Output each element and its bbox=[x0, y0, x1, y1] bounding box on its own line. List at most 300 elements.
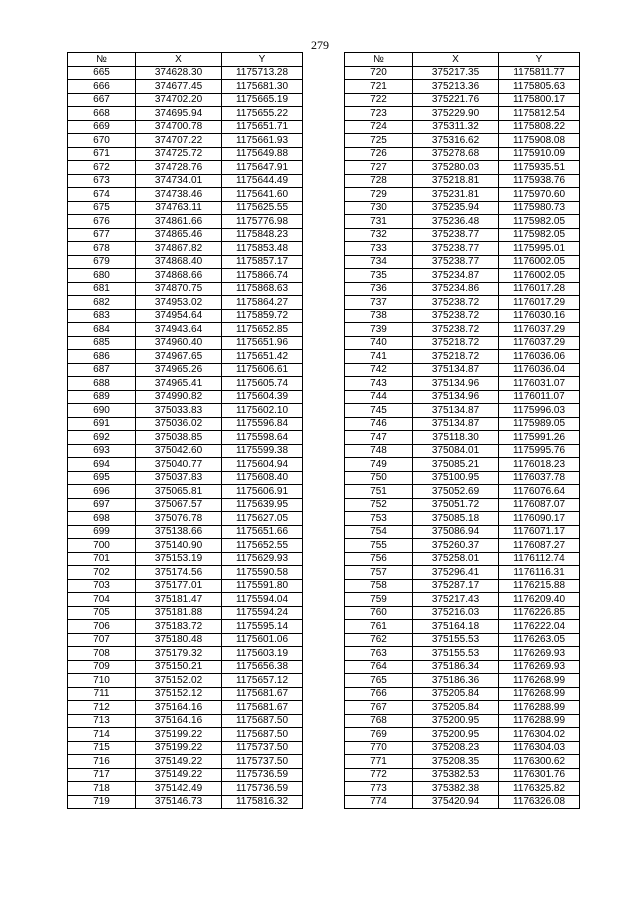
y-coordinate-cell: 1175713.28 bbox=[222, 66, 303, 80]
table-row bbox=[68, 471, 303, 485]
x-coordinate-cell: 375260.37 bbox=[413, 539, 499, 553]
table-row bbox=[68, 768, 303, 782]
table-row bbox=[345, 404, 580, 418]
y-coordinate-cell: 1175656.38 bbox=[222, 660, 303, 674]
table-row bbox=[345, 161, 580, 175]
x-coordinate-cell: 375174.56 bbox=[136, 566, 222, 580]
table-row bbox=[68, 485, 303, 499]
table-row bbox=[68, 390, 303, 404]
header-number: № bbox=[68, 53, 136, 67]
table-row bbox=[68, 66, 303, 80]
y-coordinate-cell: 1175864.27 bbox=[222, 296, 303, 310]
table-row bbox=[345, 782, 580, 796]
x-coordinate-cell: 375238.72 bbox=[413, 296, 499, 310]
table-row bbox=[68, 701, 303, 715]
point-number-cell: 672 bbox=[68, 161, 136, 175]
header-x: X bbox=[413, 53, 499, 67]
x-coordinate-cell: 375065.81 bbox=[136, 485, 222, 499]
y-coordinate-cell: 1175596.84 bbox=[222, 417, 303, 431]
table-row bbox=[68, 147, 303, 161]
table-row bbox=[68, 539, 303, 553]
table-row bbox=[68, 782, 303, 796]
table-row bbox=[345, 444, 580, 458]
y-coordinate-cell: 1176036.06 bbox=[499, 350, 580, 364]
table-row bbox=[68, 336, 303, 350]
y-coordinate-cell: 1175982.05 bbox=[499, 215, 580, 229]
table-row bbox=[345, 579, 580, 593]
table-row bbox=[345, 309, 580, 323]
point-number-cell: 734 bbox=[345, 255, 413, 269]
point-number-cell: 685 bbox=[68, 336, 136, 350]
point-number-cell: 727 bbox=[345, 161, 413, 175]
y-coordinate-cell: 1175853.48 bbox=[222, 242, 303, 256]
y-coordinate-cell: 1176116.31 bbox=[499, 566, 580, 580]
point-number-cell: 764 bbox=[345, 660, 413, 674]
x-coordinate-cell: 375278.68 bbox=[413, 147, 499, 161]
table-row bbox=[345, 660, 580, 674]
y-coordinate-cell: 1175651.66 bbox=[222, 525, 303, 539]
table-row bbox=[345, 93, 580, 107]
y-coordinate-cell: 1176325.82 bbox=[499, 782, 580, 796]
x-coordinate-cell: 375037.83 bbox=[136, 471, 222, 485]
header-y: Y bbox=[499, 53, 580, 67]
y-coordinate-cell: 1176037.29 bbox=[499, 323, 580, 337]
y-coordinate-cell: 1175737.50 bbox=[222, 755, 303, 769]
x-coordinate-cell: 374734.01 bbox=[136, 174, 222, 188]
point-number-cell: 757 bbox=[345, 566, 413, 580]
y-coordinate-cell: 1175848.23 bbox=[222, 228, 303, 242]
x-coordinate-cell: 375205.84 bbox=[413, 701, 499, 715]
x-coordinate-cell: 374954.64 bbox=[136, 309, 222, 323]
table-row bbox=[68, 431, 303, 445]
point-number-cell: 721 bbox=[345, 80, 413, 94]
point-number-cell: 741 bbox=[345, 350, 413, 364]
y-coordinate-cell: 1176037.29 bbox=[499, 336, 580, 350]
x-coordinate-cell: 375234.87 bbox=[413, 269, 499, 283]
point-number-cell: 758 bbox=[345, 579, 413, 593]
coordinates-table-left bbox=[67, 52, 303, 809]
point-number-cell: 673 bbox=[68, 174, 136, 188]
table-row bbox=[345, 512, 580, 526]
y-coordinate-cell: 1175627.05 bbox=[222, 512, 303, 526]
point-number-cell: 736 bbox=[345, 282, 413, 296]
table-row bbox=[68, 552, 303, 566]
table-row bbox=[68, 741, 303, 755]
point-number-cell: 701 bbox=[68, 552, 136, 566]
y-coordinate-cell: 1175665.19 bbox=[222, 93, 303, 107]
x-coordinate-cell: 374870.75 bbox=[136, 282, 222, 296]
x-coordinate-cell: 375382.53 bbox=[413, 768, 499, 782]
table-row bbox=[68, 633, 303, 647]
point-number-cell: 687 bbox=[68, 363, 136, 377]
y-coordinate-cell: 1175816.32 bbox=[222, 795, 303, 809]
table-row bbox=[345, 647, 580, 661]
table-row bbox=[68, 687, 303, 701]
y-coordinate-cell: 1175604.39 bbox=[222, 390, 303, 404]
x-coordinate-cell: 375067.57 bbox=[136, 498, 222, 512]
y-coordinate-cell: 1176090.17 bbox=[499, 512, 580, 526]
y-coordinate-cell: 1175595.14 bbox=[222, 620, 303, 634]
point-number-cell: 766 bbox=[345, 687, 413, 701]
table-row bbox=[68, 215, 303, 229]
point-number-cell: 763 bbox=[345, 647, 413, 661]
y-coordinate-cell: 1175736.59 bbox=[222, 768, 303, 782]
point-number-cell: 737 bbox=[345, 296, 413, 310]
point-number-cell: 759 bbox=[345, 593, 413, 607]
x-coordinate-cell: 375051.72 bbox=[413, 498, 499, 512]
point-number-cell: 688 bbox=[68, 377, 136, 391]
x-coordinate-cell: 375085.18 bbox=[413, 512, 499, 526]
y-coordinate-cell: 1175602.10 bbox=[222, 404, 303, 418]
x-coordinate-cell: 375200.95 bbox=[413, 714, 499, 728]
table-row bbox=[345, 215, 580, 229]
y-coordinate-cell: 1176215.88 bbox=[499, 579, 580, 593]
point-number-cell: 705 bbox=[68, 606, 136, 620]
y-coordinate-cell: 1175736.59 bbox=[222, 782, 303, 796]
table-row bbox=[345, 201, 580, 215]
y-coordinate-cell: 1176031.07 bbox=[499, 377, 580, 391]
point-number-cell: 682 bbox=[68, 296, 136, 310]
x-coordinate-cell: 375181.47 bbox=[136, 593, 222, 607]
x-coordinate-cell: 375216.03 bbox=[413, 606, 499, 620]
point-number-cell: 768 bbox=[345, 714, 413, 728]
table-row bbox=[68, 755, 303, 769]
y-coordinate-cell: 1175687.50 bbox=[222, 728, 303, 742]
y-coordinate-cell: 1175982.05 bbox=[499, 228, 580, 242]
point-number-cell: 718 bbox=[68, 782, 136, 796]
point-number-cell: 674 bbox=[68, 188, 136, 202]
x-coordinate-cell: 375040.77 bbox=[136, 458, 222, 472]
point-number-cell: 710 bbox=[68, 674, 136, 688]
point-number-cell: 762 bbox=[345, 633, 413, 647]
x-coordinate-cell: 374865.46 bbox=[136, 228, 222, 242]
table-row bbox=[68, 323, 303, 337]
table-row bbox=[345, 323, 580, 337]
x-coordinate-cell: 375118.30 bbox=[413, 431, 499, 445]
point-number-cell: 692 bbox=[68, 431, 136, 445]
x-coordinate-cell: 375179.32 bbox=[136, 647, 222, 661]
y-coordinate-cell: 1175601.06 bbox=[222, 633, 303, 647]
table-row bbox=[345, 80, 580, 94]
x-coordinate-cell: 374990.82 bbox=[136, 390, 222, 404]
table-row bbox=[345, 674, 580, 688]
y-coordinate-cell: 1175995.01 bbox=[499, 242, 580, 256]
y-coordinate-cell: 1176269.93 bbox=[499, 660, 580, 674]
point-number-cell: 767 bbox=[345, 701, 413, 715]
table-row bbox=[345, 606, 580, 620]
x-coordinate-cell: 374868.66 bbox=[136, 269, 222, 283]
y-coordinate-cell: 1175641.60 bbox=[222, 188, 303, 202]
table-row bbox=[345, 282, 580, 296]
table-row bbox=[345, 242, 580, 256]
table-row bbox=[68, 80, 303, 94]
x-coordinate-cell: 375138.66 bbox=[136, 525, 222, 539]
x-coordinate-cell: 375076.78 bbox=[136, 512, 222, 526]
x-coordinate-cell: 374677.45 bbox=[136, 80, 222, 94]
x-coordinate-cell: 375229.90 bbox=[413, 107, 499, 121]
x-coordinate-cell: 375181.88 bbox=[136, 606, 222, 620]
table-row bbox=[68, 593, 303, 607]
table-row bbox=[345, 377, 580, 391]
point-number-cell: 698 bbox=[68, 512, 136, 526]
table-row bbox=[345, 269, 580, 283]
point-number-cell: 744 bbox=[345, 390, 413, 404]
x-coordinate-cell: 375134.87 bbox=[413, 417, 499, 431]
table-row bbox=[68, 714, 303, 728]
y-coordinate-cell: 1176326.08 bbox=[499, 795, 580, 809]
y-coordinate-cell: 1175737.50 bbox=[222, 741, 303, 755]
table-header-row bbox=[345, 53, 580, 67]
y-coordinate-cell: 1175868.63 bbox=[222, 282, 303, 296]
y-coordinate-cell: 1176017.29 bbox=[499, 296, 580, 310]
point-number-cell: 677 bbox=[68, 228, 136, 242]
y-coordinate-cell: 1176030.16 bbox=[499, 309, 580, 323]
point-number-cell: 669 bbox=[68, 120, 136, 134]
y-coordinate-cell: 1175606.61 bbox=[222, 363, 303, 377]
x-coordinate-cell: 375152.02 bbox=[136, 674, 222, 688]
x-coordinate-cell: 375153.19 bbox=[136, 552, 222, 566]
point-number-cell: 689 bbox=[68, 390, 136, 404]
y-coordinate-cell: 1175859.72 bbox=[222, 309, 303, 323]
table-row bbox=[345, 714, 580, 728]
x-coordinate-cell: 374868.40 bbox=[136, 255, 222, 269]
x-coordinate-cell: 375213.36 bbox=[413, 80, 499, 94]
point-number-cell: 723 bbox=[345, 107, 413, 121]
y-coordinate-cell: 1175647.91 bbox=[222, 161, 303, 175]
y-coordinate-cell: 1175938.76 bbox=[499, 174, 580, 188]
x-coordinate-cell: 374695.94 bbox=[136, 107, 222, 121]
table-row bbox=[345, 255, 580, 269]
x-coordinate-cell: 375280.03 bbox=[413, 161, 499, 175]
y-coordinate-cell: 1176269.93 bbox=[499, 647, 580, 661]
point-number-cell: 742 bbox=[345, 363, 413, 377]
y-coordinate-cell: 1175800.17 bbox=[499, 93, 580, 107]
table-row bbox=[345, 174, 580, 188]
y-coordinate-cell: 1175608.40 bbox=[222, 471, 303, 485]
table-row bbox=[68, 498, 303, 512]
point-number-cell: 754 bbox=[345, 525, 413, 539]
y-coordinate-cell: 1175996.03 bbox=[499, 404, 580, 418]
point-number-cell: 738 bbox=[345, 309, 413, 323]
point-number-cell: 720 bbox=[345, 66, 413, 80]
point-number-cell: 694 bbox=[68, 458, 136, 472]
point-number-cell: 704 bbox=[68, 593, 136, 607]
y-coordinate-cell: 1175681.30 bbox=[222, 80, 303, 94]
table-row bbox=[345, 701, 580, 715]
y-coordinate-cell: 1175605.74 bbox=[222, 377, 303, 391]
point-number-cell: 683 bbox=[68, 309, 136, 323]
y-coordinate-cell: 1176037.78 bbox=[499, 471, 580, 485]
x-coordinate-cell: 375042.60 bbox=[136, 444, 222, 458]
y-coordinate-cell: 1175995.76 bbox=[499, 444, 580, 458]
table-row bbox=[68, 282, 303, 296]
y-coordinate-cell: 1175910.09 bbox=[499, 147, 580, 161]
table-row bbox=[345, 728, 580, 742]
point-number-cell: 726 bbox=[345, 147, 413, 161]
y-coordinate-cell: 1175652.55 bbox=[222, 539, 303, 553]
point-number-cell: 709 bbox=[68, 660, 136, 674]
point-number-cell: 691 bbox=[68, 417, 136, 431]
point-number-cell: 686 bbox=[68, 350, 136, 364]
point-number-cell: 690 bbox=[68, 404, 136, 418]
point-number-cell: 714 bbox=[68, 728, 136, 742]
y-coordinate-cell: 1176076.64 bbox=[499, 485, 580, 499]
table-row bbox=[68, 660, 303, 674]
point-number-cell: 670 bbox=[68, 134, 136, 148]
y-coordinate-cell: 1176011.07 bbox=[499, 390, 580, 404]
table-row bbox=[345, 390, 580, 404]
table-row bbox=[345, 336, 580, 350]
table-row bbox=[68, 606, 303, 620]
x-coordinate-cell: 374960.40 bbox=[136, 336, 222, 350]
y-coordinate-cell: 1176263.05 bbox=[499, 633, 580, 647]
point-number-cell: 676 bbox=[68, 215, 136, 229]
x-coordinate-cell: 375149.22 bbox=[136, 768, 222, 782]
x-coordinate-cell: 375217.35 bbox=[413, 66, 499, 80]
y-coordinate-cell: 1175980.73 bbox=[499, 201, 580, 215]
table-row bbox=[345, 498, 580, 512]
x-coordinate-cell: 375155.53 bbox=[413, 633, 499, 647]
point-number-cell: 770 bbox=[345, 741, 413, 755]
point-number-cell: 722 bbox=[345, 93, 413, 107]
point-number-cell: 700 bbox=[68, 539, 136, 553]
y-coordinate-cell: 1175681.67 bbox=[222, 701, 303, 715]
point-number-cell: 667 bbox=[68, 93, 136, 107]
y-coordinate-cell: 1176268.99 bbox=[499, 674, 580, 688]
x-coordinate-cell: 374628.30 bbox=[136, 66, 222, 80]
point-number-cell: 717 bbox=[68, 768, 136, 782]
point-number-cell: 755 bbox=[345, 539, 413, 553]
table-row bbox=[345, 485, 580, 499]
table-row bbox=[345, 350, 580, 364]
y-coordinate-cell: 1175661.93 bbox=[222, 134, 303, 148]
x-coordinate-cell: 375234.86 bbox=[413, 282, 499, 296]
table-row bbox=[345, 741, 580, 755]
point-number-cell: 760 bbox=[345, 606, 413, 620]
point-number-cell: 752 bbox=[345, 498, 413, 512]
table-row bbox=[68, 201, 303, 215]
table-row bbox=[345, 539, 580, 553]
point-number-cell: 747 bbox=[345, 431, 413, 445]
point-number-cell: 765 bbox=[345, 674, 413, 688]
x-coordinate-cell: 375238.77 bbox=[413, 255, 499, 269]
x-coordinate-cell: 375140.90 bbox=[136, 539, 222, 553]
y-coordinate-cell: 1175625.55 bbox=[222, 201, 303, 215]
point-number-cell: 713 bbox=[68, 714, 136, 728]
x-coordinate-cell: 375164.16 bbox=[136, 714, 222, 728]
table-row bbox=[68, 444, 303, 458]
table-row bbox=[345, 593, 580, 607]
y-coordinate-cell: 1176002.05 bbox=[499, 255, 580, 269]
point-number-cell: 699 bbox=[68, 525, 136, 539]
table-row bbox=[68, 458, 303, 472]
y-coordinate-cell: 1176304.02 bbox=[499, 728, 580, 742]
y-coordinate-cell: 1175991.26 bbox=[499, 431, 580, 445]
point-number-cell: 668 bbox=[68, 107, 136, 121]
table-row bbox=[68, 795, 303, 809]
x-coordinate-cell: 375100.95 bbox=[413, 471, 499, 485]
y-coordinate-cell: 1175644.49 bbox=[222, 174, 303, 188]
point-number-cell: 761 bbox=[345, 620, 413, 634]
x-coordinate-cell: 374763.11 bbox=[136, 201, 222, 215]
y-coordinate-cell: 1176087.27 bbox=[499, 539, 580, 553]
table-row bbox=[345, 228, 580, 242]
x-coordinate-cell: 374738.46 bbox=[136, 188, 222, 202]
x-coordinate-cell: 375199.22 bbox=[136, 741, 222, 755]
x-coordinate-cell: 375296.41 bbox=[413, 566, 499, 580]
table-row bbox=[345, 296, 580, 310]
y-coordinate-cell: 1175603.19 bbox=[222, 647, 303, 661]
y-coordinate-cell: 1175808.22 bbox=[499, 120, 580, 134]
point-number-cell: 719 bbox=[68, 795, 136, 809]
x-coordinate-cell: 374867.82 bbox=[136, 242, 222, 256]
y-coordinate-cell: 1176087.07 bbox=[499, 498, 580, 512]
point-number-cell: 684 bbox=[68, 323, 136, 337]
point-number-cell: 773 bbox=[345, 782, 413, 796]
x-coordinate-cell: 375086.94 bbox=[413, 525, 499, 539]
header-number: № bbox=[345, 53, 413, 67]
y-coordinate-cell: 1175590.58 bbox=[222, 566, 303, 580]
x-coordinate-cell: 375134.87 bbox=[413, 363, 499, 377]
x-coordinate-cell: 375231.81 bbox=[413, 188, 499, 202]
y-coordinate-cell: 1175866.74 bbox=[222, 269, 303, 283]
point-number-cell: 716 bbox=[68, 755, 136, 769]
y-coordinate-cell: 1175594.04 bbox=[222, 593, 303, 607]
x-coordinate-cell: 375038.85 bbox=[136, 431, 222, 445]
table-row bbox=[68, 188, 303, 202]
y-coordinate-cell: 1175857.17 bbox=[222, 255, 303, 269]
x-coordinate-cell: 375217.43 bbox=[413, 593, 499, 607]
y-coordinate-cell: 1176017.28 bbox=[499, 282, 580, 296]
point-number-cell: 665 bbox=[68, 66, 136, 80]
table-row bbox=[345, 795, 580, 809]
x-coordinate-cell: 375052.69 bbox=[413, 485, 499, 499]
point-number-cell: 678 bbox=[68, 242, 136, 256]
table-row bbox=[345, 431, 580, 445]
table-row bbox=[345, 620, 580, 634]
x-coordinate-cell: 375235.94 bbox=[413, 201, 499, 215]
x-coordinate-cell: 375134.96 bbox=[413, 390, 499, 404]
table-row bbox=[345, 566, 580, 580]
x-coordinate-cell: 375085.21 bbox=[413, 458, 499, 472]
x-coordinate-cell: 375238.72 bbox=[413, 309, 499, 323]
y-coordinate-cell: 1175805.63 bbox=[499, 80, 580, 94]
point-number-cell: 751 bbox=[345, 485, 413, 499]
table-row bbox=[345, 134, 580, 148]
point-number-cell: 696 bbox=[68, 485, 136, 499]
y-coordinate-cell: 1176112.74 bbox=[499, 552, 580, 566]
x-coordinate-cell: 375149.22 bbox=[136, 755, 222, 769]
point-number-cell: 679 bbox=[68, 255, 136, 269]
y-coordinate-cell: 1175908.08 bbox=[499, 134, 580, 148]
x-coordinate-cell: 375208.35 bbox=[413, 755, 499, 769]
x-coordinate-cell: 375287.17 bbox=[413, 579, 499, 593]
point-number-cell: 715 bbox=[68, 741, 136, 755]
x-coordinate-cell: 375177.01 bbox=[136, 579, 222, 593]
x-coordinate-cell: 375033.83 bbox=[136, 404, 222, 418]
x-coordinate-cell: 375221.76 bbox=[413, 93, 499, 107]
x-coordinate-cell: 375200.95 bbox=[413, 728, 499, 742]
table-row bbox=[68, 242, 303, 256]
y-coordinate-cell: 1175776.98 bbox=[222, 215, 303, 229]
x-coordinate-cell: 374965.26 bbox=[136, 363, 222, 377]
y-coordinate-cell: 1175812.54 bbox=[499, 107, 580, 121]
table-row bbox=[345, 552, 580, 566]
table-row bbox=[345, 755, 580, 769]
table-row bbox=[345, 363, 580, 377]
x-coordinate-cell: 375186.36 bbox=[413, 674, 499, 688]
point-number-cell: 712 bbox=[68, 701, 136, 715]
